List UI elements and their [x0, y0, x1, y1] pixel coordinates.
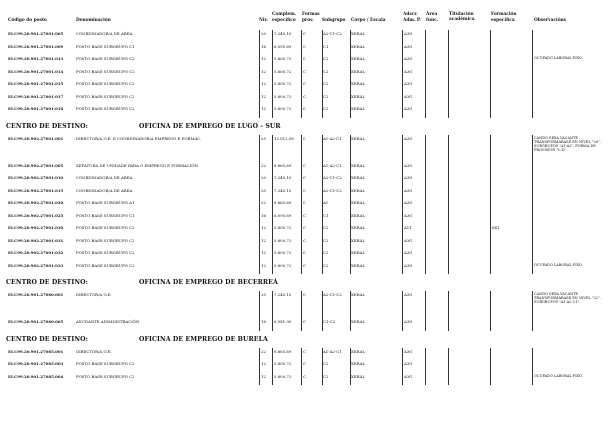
row-denom: POSTO BASE SUBGRUPO C2: [76, 225, 135, 230]
row-complem: 5.800,72: [274, 56, 292, 61]
row-niv: 12: [261, 81, 266, 86]
row-denom: DIRECTOR/A O.E. E COORDINADOR/A EMPREGO E FORMAC.: [76, 135, 202, 141]
row-code: EI.C99.20.901.27001.014: [8, 68, 64, 74]
column-divider: [259, 348, 260, 386]
row-forma: C: [303, 212, 306, 218]
row-subgrupo: C2: [323, 361, 329, 366]
section-heading: [6, 122, 281, 130]
row-adscr: A3G: [404, 56, 413, 61]
row-complem: 7.240,10: [274, 292, 292, 297]
row-subgrupo: C2: [323, 93, 329, 99]
row-complem: 7.240,10: [274, 31, 292, 36]
row-subgrupo: C2: [323, 68, 329, 74]
row-denom: POSTO BASE SUBGRUPO C2: [76, 81, 135, 86]
row-complem: 12.012,56: [274, 135, 294, 141]
row-niv: 12: [261, 56, 266, 61]
row-subgrupo: C2: [323, 225, 329, 230]
row-corpo: XERAL: [351, 373, 365, 379]
row-complem: 8.865,69: [274, 162, 292, 168]
row-corpo: XERAL: [351, 106, 365, 111]
row-complem: 6.581,90: [274, 319, 292, 324]
row-niv: 20: [261, 187, 266, 193]
row-observacion: OCUPADO LABORAL FIXO.: [534, 262, 583, 267]
row-forma: C: [303, 250, 306, 255]
row-forma: C: [303, 106, 306, 111]
row-denom: DIRECTOR/A O.E.: [76, 292, 112, 297]
header-titulacion: Titulación académica: [449, 12, 475, 22]
column-divider: [402, 30, 403, 118]
row-subgrupo: C2: [323, 262, 329, 268]
column-divider: [350, 135, 351, 275]
section-office: OFICINA DE EMPREGO DE BECERREÁ: [139, 279, 278, 286]
row-subgrupo: A1-A2-C1: [323, 162, 342, 168]
row-code: EI.C99.20.902.27001.033: [8, 262, 64, 268]
row-forma: C: [303, 135, 306, 141]
row-complem: 5.800,72: [274, 81, 292, 86]
row-subgrupo: C2: [323, 81, 329, 86]
row-adscr: A3G: [404, 175, 413, 180]
column-divider: [322, 291, 323, 331]
row-observacion: OCUPADO LABORAL FIXO.: [534, 56, 583, 60]
row-corpo: XERAL: [351, 361, 365, 366]
column-divider: [301, 135, 302, 275]
row-subgrupo: A1: [323, 200, 329, 205]
column-divider: [532, 291, 533, 331]
row-forma: C: [303, 56, 306, 61]
row-denom: COORDINADOR/A DE ÁREA: [76, 31, 133, 36]
header-formas-2: prov.: [302, 18, 314, 23]
row-code: EI.C99.20.901.27001.005: [8, 31, 64, 36]
row-code: EI.C99.20.901.27060.005: [8, 319, 64, 324]
row-corpo: XERAL: [351, 187, 365, 193]
row-subgrupo: C2: [323, 56, 329, 61]
row-complem: 8.865,69: [274, 200, 292, 205]
row-code: EI.C99.20.901.27085.003: [8, 361, 64, 366]
row-adscr: A3G: [404, 262, 413, 268]
row-niv: 20: [261, 31, 266, 36]
row-niv: 12: [261, 250, 266, 255]
row-forma: C: [303, 200, 306, 205]
row-subgrupo: C2: [323, 237, 329, 243]
row-adscr: A3G: [404, 93, 413, 99]
row-code: EI.C99.20.901.27001.018: [8, 106, 64, 111]
row-corpo: XERAL: [351, 175, 365, 180]
row-adscr: A3G: [404, 31, 413, 36]
row-niv: 20: [261, 292, 266, 297]
column-divider: [322, 30, 323, 118]
header-subgrupo: Subgrupo: [322, 18, 346, 23]
row-niv: 12: [261, 93, 266, 99]
column-divider: [259, 135, 260, 275]
header-formacion-1: Formación: [491, 12, 517, 17]
row-forma: C: [303, 162, 306, 168]
column-divider: [272, 291, 273, 331]
section-office: OFICINA DE EMPREGO DE LUGO - SUR: [139, 122, 281, 130]
row-niv: 16: [261, 43, 266, 49]
row-corpo: XERAL: [351, 225, 365, 230]
header-nivel: Niv.: [259, 18, 269, 23]
row-forma: C: [303, 175, 306, 180]
row-adscr: A3G: [404, 292, 413, 297]
row-forma: C: [303, 373, 306, 379]
row-subgrupo: C2: [323, 250, 329, 255]
row-forma: C: [303, 292, 306, 297]
row-denom: POSTO BASE SUBGRUPO C2: [76, 373, 135, 379]
column-divider: [490, 291, 491, 331]
row-complem: 8.865,69: [274, 348, 292, 354]
row-niv: 22: [261, 348, 266, 354]
row-adscr: A3G: [404, 200, 413, 205]
row-adscr: A11: [404, 225, 412, 230]
row-observacion: OCUPADO LABORAL FIXO.: [534, 373, 583, 378]
row-code: EI.C99.20.901.27001.013: [8, 56, 64, 61]
row-corpo: XERAL: [351, 93, 365, 99]
row-adscr: A3G: [404, 250, 413, 255]
row-complem: 7.240,10: [274, 175, 292, 180]
row-niv: 16: [261, 212, 266, 218]
row-subgrupo: A1-A2-C1: [323, 135, 342, 141]
row-adscr: A3G: [404, 68, 413, 74]
header-area-1: Área: [426, 12, 438, 17]
row-code: EI.C99.20.901.27001.015: [8, 81, 64, 86]
row-code: EI.C99.20.902.27001.030: [8, 225, 64, 230]
row-code: EI.C99.20.902.27001.032: [8, 250, 64, 255]
row-adscr: A3G: [404, 187, 413, 193]
row-complem: 5.800,72: [274, 373, 292, 379]
header-codigo: Código do posto: [8, 18, 47, 23]
row-code: EI.C99.20.902.27001.031: [8, 237, 64, 243]
row-adscr: A3G: [404, 162, 413, 168]
row-corpo: XERAL: [351, 237, 365, 243]
row-corpo: XERAL: [351, 212, 365, 218]
row-subgrupo: A2-C1-C2: [323, 187, 342, 193]
column-divider: [448, 135, 449, 275]
column-divider: [350, 348, 351, 386]
row-niv: 12: [261, 225, 266, 230]
column-divider: [490, 348, 491, 386]
row-complem: 6.095,69: [274, 43, 292, 49]
section-title: CENTRO DE DESTINO:: [6, 335, 89, 343]
row-adscr: A3G: [404, 43, 413, 49]
section-heading: [6, 279, 278, 286]
column-divider: [350, 291, 351, 331]
header-observaciones: Observacións: [534, 18, 567, 23]
row-adscr: A3G: [404, 81, 413, 86]
header-area-2: func.: [426, 18, 439, 23]
column-divider: [259, 291, 260, 331]
row-niv: 12: [261, 373, 266, 379]
row-complem: 5.800,72: [274, 262, 292, 268]
row-forma: C: [303, 68, 306, 74]
header-formacion-2: específica: [491, 18, 515, 23]
row-complem: 5.800,72: [274, 106, 292, 111]
row-code: EI.C99.20.902.27001.005: [8, 162, 64, 168]
row-denom: POSTO BASE SUBGRUPO C2: [76, 262, 135, 268]
row-code: EI.C99.20.901.27001.017: [8, 93, 64, 99]
row-complem: 5.800,72: [274, 237, 292, 243]
row-denom: POSTO BASE SUBGRUPO C1: [76, 43, 135, 49]
row-niv: 12: [261, 262, 266, 268]
column-divider: [322, 135, 323, 275]
column-divider: [425, 348, 426, 386]
row-corpo: XERAL: [351, 31, 365, 36]
column-divider: [532, 348, 533, 386]
row-niv: 12: [261, 68, 266, 74]
row-corpo: XERAL: [351, 56, 365, 61]
row-subgrupo: A2-C1-C2: [323, 292, 342, 297]
header-denominacion: Denominación: [76, 18, 111, 23]
row-corpo: XERAL: [351, 135, 365, 141]
row-niv: 25: [261, 135, 266, 141]
row-adscr: A3G: [404, 212, 413, 218]
row-corpo: XERAL: [351, 43, 365, 49]
row-denom: POSTO BASE SUBGRUPO C2: [76, 56, 135, 61]
row-subgrupo: A2-C1-C2: [323, 175, 342, 180]
column-divider: [490, 135, 491, 275]
row-subgrupo: A1-A2-C1: [323, 348, 342, 354]
row-corpo: XERAL: [351, 262, 365, 268]
column-divider: [490, 30, 491, 118]
row-corpo: XERAL: [351, 319, 365, 324]
row-denom: POSTO BASE SUBGRUPO C2: [76, 361, 135, 366]
row-denom: POSTO BASE SUBGRUPO C2: [76, 237, 135, 243]
row-adscr: A3G: [404, 135, 413, 141]
row-complem: 6.095,69: [274, 212, 292, 218]
column-divider: [425, 291, 426, 331]
column-divider: [301, 291, 302, 331]
row-forma: C: [303, 225, 306, 230]
row-denom: POSTO BASE SUBGRUPO A1: [76, 200, 135, 205]
column-divider: [301, 30, 302, 118]
row-complem: 5.800,72: [274, 93, 292, 99]
column-divider: [425, 135, 426, 275]
row-subgrupo: C2: [323, 373, 329, 379]
row-corpo: XERAL: [351, 292, 365, 297]
row-complem: 5.800,72: [274, 225, 292, 230]
row-denom: POSTO BASE SUBGRUPO C2: [76, 106, 135, 111]
row-complem: 5.800,72: [274, 250, 292, 255]
header-adscr-2: Adm. P.: [403, 18, 421, 23]
row-code: EI.C99.20.901.27060.001: [8, 292, 64, 297]
header-adscr-1: Adscr.: [403, 12, 418, 17]
row-complem: 5.800,72: [274, 361, 292, 366]
row-adscr: A3G: [404, 348, 413, 354]
row-code: EI.C99.20.902.27001.001: [8, 135, 64, 141]
column-divider: [259, 30, 260, 118]
row-forma: C: [303, 187, 306, 193]
row-denom: POSTO BASE SUBGRUPO C2: [76, 68, 135, 74]
row-subgrupo: A2-C1-C2: [323, 31, 342, 36]
row-niv: 22: [261, 162, 266, 168]
row-observacion: CANDO SEXA VACANTE TRANSFORMARASE EN NIVEL "26", SUBGRUPOS "A1-A2", FORMA DE PROVISIÓN "L.D".: [534, 135, 601, 152]
row-code: EI.C99.20.901.27085.001: [8, 348, 64, 354]
section-title: CENTRO DE DESTINO:: [6, 122, 89, 130]
row-denom: COORDINADOR/A DE ÁREA: [76, 175, 133, 180]
row-code: EI.C99.20.902.27001.025: [8, 212, 64, 218]
row-corpo: XERAL: [351, 81, 365, 86]
row-forma: C: [303, 237, 306, 243]
row-corpo: XERAL: [351, 348, 365, 354]
column-divider: [272, 30, 273, 118]
row-adscr: A3G: [404, 361, 413, 366]
row-subgrupo: C1-C2: [323, 319, 336, 324]
row-forma: C: [303, 93, 306, 99]
header-corpo: Corpo / Escala: [351, 18, 386, 23]
section-heading: [6, 335, 268, 343]
column-divider: [322, 348, 323, 386]
column-divider: [272, 348, 273, 386]
row-corpo: XERAL: [351, 200, 365, 205]
row-denom: AXUDANTE ADMINISTRACIÓN: [76, 319, 140, 324]
header-complem-1: Complem.: [272, 12, 297, 17]
row-denom: DIRECTOR/A O.E.: [76, 348, 112, 354]
row-forma: C: [303, 319, 306, 324]
row-niv: 12: [261, 106, 266, 111]
column-divider: [301, 348, 302, 386]
row-denom: POSTO BASE SUBGRUPO C2: [76, 250, 135, 255]
row-corpo: XERAL: [351, 68, 365, 74]
row-code: EI.C99.20.901.27001.009: [8, 43, 64, 49]
row-form: 641: [492, 225, 500, 230]
column-divider: [402, 135, 403, 275]
row-forma: C: [303, 262, 306, 268]
column-divider: [448, 291, 449, 331]
row-code: EI.C99.20.902.27001.010: [8, 175, 64, 180]
row-corpo: XERAL: [351, 162, 365, 168]
column-divider: [532, 30, 533, 118]
row-niv: 20: [261, 175, 266, 180]
section-title: CENTRO DE DESTINO:: [6, 279, 89, 286]
column-divider: [402, 348, 403, 386]
section-office: OFICINA DE EMPREGO DE BURELA: [139, 335, 268, 343]
row-subgrupo: C1: [323, 212, 329, 218]
column-divider: [272, 135, 273, 275]
column-divider: [350, 30, 351, 118]
column-divider: [448, 30, 449, 118]
row-forma: C: [303, 361, 306, 366]
row-complem: 5.800,72: [274, 68, 292, 74]
row-observacion: CANDO SEXA VACANTE TRANSFORMARASE EN NIVEL "22", SUBGRUPOS "A1-A2-C1".: [534, 292, 601, 305]
row-subgrupo: C2: [323, 106, 329, 111]
row-forma: C: [303, 43, 306, 49]
header-formas-1: Formas: [302, 12, 320, 17]
row-niv: 22: [261, 200, 266, 205]
row-forma: C: [303, 81, 306, 86]
column-divider: [402, 291, 403, 331]
row-adscr: A3G: [404, 319, 413, 324]
row-code: EI.C99.20.902.27001.020: [8, 200, 64, 205]
row-denom: XEFATURA DE UNIDADE PARA O EMPREGO E FORMACIÓN: [76, 162, 198, 168]
row-code: EI.C99.20.902.27001.015: [8, 187, 64, 193]
column-divider: [448, 348, 449, 386]
row-complem: 7.240,10: [274, 187, 292, 193]
column-divider: [532, 135, 533, 275]
row-niv: 12: [261, 361, 266, 366]
row-niv: 12: [261, 237, 266, 243]
row-forma: C: [303, 348, 306, 354]
row-niv: 16: [261, 319, 266, 324]
row-forma: C: [303, 31, 306, 36]
row-denom: COORDINADOR/A DE ÁREA: [76, 187, 133, 193]
column-divider: [425, 30, 426, 118]
header-complem-2: específico: [272, 18, 296, 23]
row-corpo: XERAL: [351, 250, 365, 255]
row-subgrupo: C1: [323, 43, 329, 49]
row-adscr: A3G: [404, 106, 413, 111]
row-code: EI.C99.20.901.27085.004: [8, 373, 64, 379]
row-denom: POSTO BASE SUBGRUPO C1: [76, 212, 135, 218]
row-adscr: A3G: [404, 373, 413, 379]
row-adscr: A3G: [404, 237, 413, 243]
row-denom: POSTO BASE SUBGRUPO C2: [76, 93, 135, 99]
